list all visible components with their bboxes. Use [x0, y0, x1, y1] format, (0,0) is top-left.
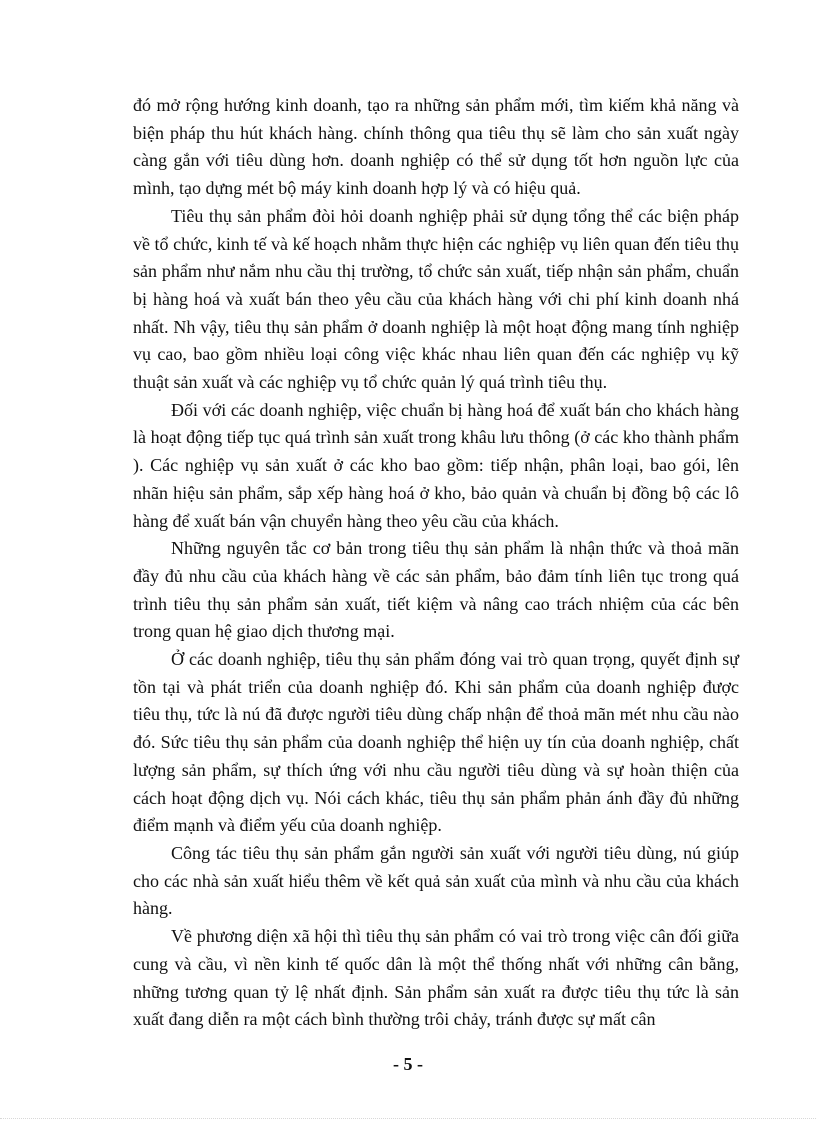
paragraph-4: Những nguyên tắc cơ bản trong tiêu thụ sản phẩm là nhận thức và thoả mãn đầy đủ nhu cầu của khách hàng về các sản phẩm, bảo đảm tính liên tục trong quá trình tiêu thụ sản phẩm sản xuất, tiết kiệm và nâng cao trách nhiệm của các bên trong quan hệ giao dịch thương mại.	[133, 538, 739, 642]
body-text	[133, 92, 739, 1034]
paragraph-7: Về phương diện xã hội thì tiêu thụ sản phẩm có vai trò trong việc cân đối giữa cung và cầu, vì nền kinh tế quốc dân là một thể thống nhất với những cân bằng, những tương quan tỷ lệ nhất định. Sản phẩm sản xuất ra được tiêu thụ tức là sản xuất đang diễn ra một cách bình thường trôi chảy, tránh được sự mất cân	[133, 926, 739, 1030]
page-bottom-divider	[0, 1118, 816, 1119]
page-number: - 5 -	[393, 1054, 423, 1074]
paragraph-1: đó mở rộng hướng kinh doanh, tạo ra những sản phẩm mới, tìm kiếm khả năng và biện pháp thu hút khách hàng. chính thông qua tiêu thụ sẽ làm cho sản xuất ngày càng gắn với tiêu dùng hơn. doanh nghiệp có thể sử dụng tốt hơn nguồn lực của mình, tạo dựng mét bộ máy kinh doanh hợp lý và có hiệu quả.	[133, 95, 739, 199]
paragraph-6: Công tác tiêu thụ sản phẩm gắn người sản xuất với người tiêu dùng, nú giúp cho các nhà sản xuất hiểu thêm về kết quả sản xuất của mình và nhu cầu của khách hàng.	[133, 842, 739, 919]
paragraph-2: Tiêu thụ sản phẩm đòi hỏi doanh nghiệp phải sử dụng tổng thể các biện pháp về tổ chức, kinh tế và kế hoạch nhằm thực hiện các nghiệp vụ liên quan đến tiêu thụ sản phẩm như nắm nhu cầu thị trường, tổ chức sản xuất, tiếp nhận sản phẩm, chuẩn bị hàng hoá và xuất bán theo yêu cầu của khách hàng với chi phí kinh doanh nhá nhất. Nh vậy, tiêu thụ sản phẩm ở doanh nghiệp là một hoạt động mang tính nghiệp vụ cao, bao gồm nhiều loại công việc khác nhau liên quan đến các nghiệp vụ kỹ thuật sản xuất và các nghiệp vụ tổ chức quản lý quá trình tiêu thụ.	[133, 205, 739, 393]
paragraph-3: Đối với các doanh nghiệp, việc chuẩn bị hàng hoá để xuất bán cho khách hàng là hoạt động tiếp tục quá trình sản xuất trong khâu lưu thông (ở các kho thành phẩm ). Các nghiệp vụ sản xuất ở các kho bao gồm: tiếp nhận, phân loại, bao gói, lên nhãn hiệu sản phẩm, sắp xếp hàng hoá ở kho, bảo quản và chuẩn bị đồng bộ các lô hàng để xuất bán vận chuyển hàng theo yêu cầu của khách.	[133, 399, 739, 531]
paragraph-5: Ở các doanh nghiệp, tiêu thụ sản phẩm đóng vai trò quan trọng, quyết định sự tồn tại và phát triển của doanh nghiệp đó. Khi sản phẩm của doanh nghiệp được tiêu thụ, tức là nú đã được người tiêu dùng chấp nhận để thoả mãn mét nhu cầu nào đó. Sức tiêu thụ sản phẩm của doanh nghiệp thể hiện uy tín của doanh nghiệp, chất lượng sản phẩm, sự thích ứng với nhu cầu người tiêu dùng và sự hoàn thiện của cách hoạt động dịch vụ. Nói cách khác, tiêu thụ sản phẩm phản ánh đầy đủ những điểm mạnh và điểm yếu của doanh nghiệp.	[133, 649, 739, 836]
